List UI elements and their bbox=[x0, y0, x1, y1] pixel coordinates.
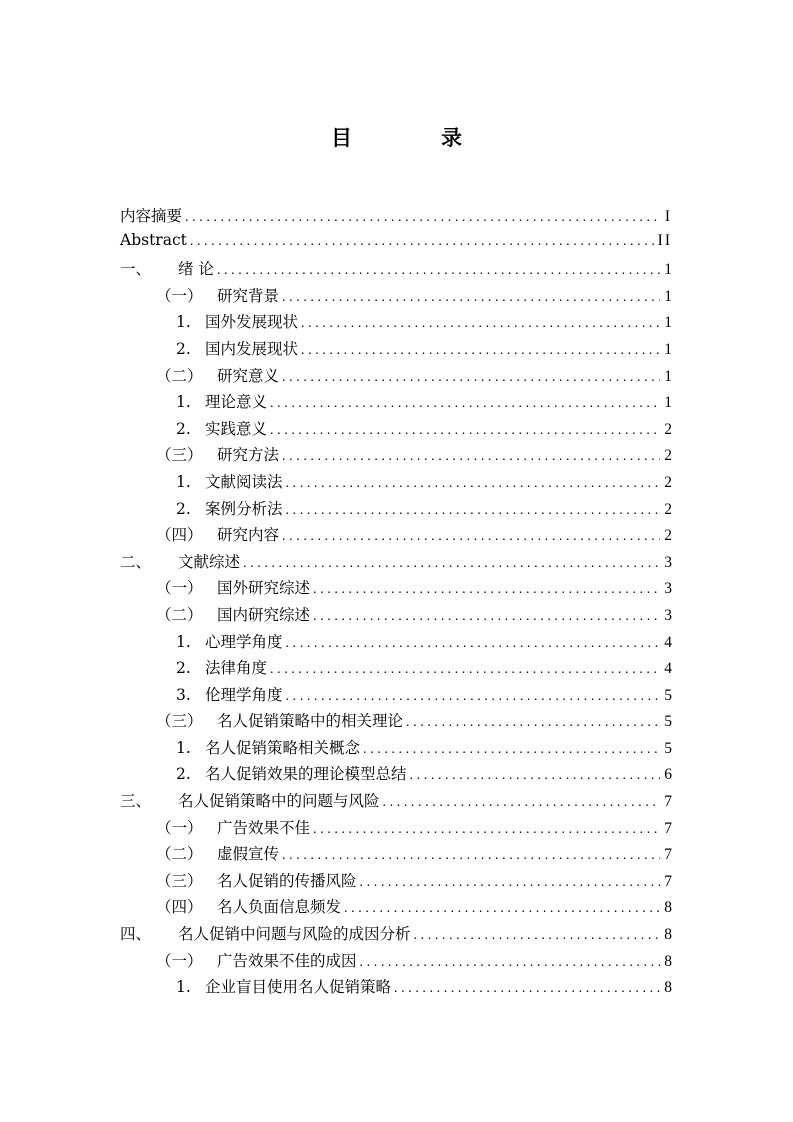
toc-entry[interactable] bbox=[120, 630, 672, 657]
toc-entry[interactable] bbox=[120, 284, 672, 311]
toc-entry-number: （一） bbox=[156, 951, 203, 970]
toc-entry[interactable] bbox=[120, 550, 672, 577]
toc-entry[interactable] bbox=[120, 709, 672, 736]
toc-entry-number: （二） bbox=[156, 845, 203, 864]
toc-dot-leader bbox=[363, 742, 660, 758]
toc-entry-number: （三） bbox=[156, 446, 203, 465]
toc-dot-leader bbox=[217, 263, 660, 279]
toc-entry[interactable] bbox=[120, 497, 672, 524]
toc-entry-page: 3 bbox=[664, 553, 672, 571]
toc-dot-leader bbox=[301, 343, 660, 359]
toc-entry[interactable] bbox=[120, 257, 672, 284]
toc-entry-number: 2. bbox=[176, 499, 191, 518]
toc-entry-title: 国内发展现状 bbox=[205, 339, 299, 358]
toc-entry-number: （一） bbox=[156, 818, 203, 837]
toc-entry-number: （二） bbox=[156, 366, 203, 385]
toc-entry-number: 1. bbox=[176, 632, 191, 651]
toc-dot-leader bbox=[414, 928, 660, 944]
toc-entry-number: 1. bbox=[176, 738, 191, 757]
toc-entry-page: 8 bbox=[664, 979, 672, 997]
toc-entry-number: 2. bbox=[176, 659, 191, 678]
toc-entry-number: 四、 bbox=[120, 925, 152, 944]
toc-entry-title: 法律角度 bbox=[205, 659, 268, 678]
toc-entry[interactable] bbox=[120, 816, 672, 843]
toc-entry[interactable] bbox=[120, 869, 672, 896]
toc-entry[interactable] bbox=[120, 683, 672, 710]
toc-entry-number: 3. bbox=[176, 685, 191, 704]
toc-entry-title: 虚假宣传 bbox=[217, 845, 280, 864]
page-title: 目 录 bbox=[331, 126, 496, 150]
toc-entry-number: 三、 bbox=[120, 792, 152, 811]
toc-entry-page: 2 bbox=[664, 420, 672, 438]
toc-entry[interactable] bbox=[120, 443, 672, 470]
toc-entry-title: 名人促销策略中的问题与风险 bbox=[178, 792, 380, 811]
toc-entry-page: 3 bbox=[664, 580, 672, 598]
toc-entry-title: 名人促销效果的理论模型总结 bbox=[205, 765, 407, 784]
toc-entry-page: 1 bbox=[664, 287, 672, 305]
toc-entry-page: 5 bbox=[664, 686, 672, 704]
toc-entry-number: 1. bbox=[176, 393, 191, 412]
toc-entry-number: 二、 bbox=[120, 552, 152, 571]
toc-entry-page: 2 bbox=[664, 473, 672, 491]
toc-entry[interactable] bbox=[120, 337, 672, 364]
toc-entry[interactable] bbox=[120, 975, 672, 1002]
toc-dot-leader bbox=[282, 290, 660, 306]
toc-dot-leader bbox=[286, 636, 660, 652]
toc-entry-page: 4 bbox=[664, 660, 672, 678]
toc-entry-number: 2. bbox=[176, 765, 191, 784]
toc-entry-page: 2 bbox=[664, 447, 672, 465]
toc-entry-page: 5 bbox=[664, 713, 672, 731]
toc-entry-title: 实践意义 bbox=[205, 419, 268, 438]
toc-entry-title: 绪 论 bbox=[178, 260, 214, 279]
toc-entry-title: 广告效果不佳 bbox=[217, 818, 311, 837]
toc-entry[interactable] bbox=[120, 895, 672, 922]
toc-entry-number: （一） bbox=[156, 579, 203, 598]
toc-entry-page: 6 bbox=[664, 766, 672, 784]
toc-entry-number: 2. bbox=[176, 339, 191, 358]
toc-dot-leader bbox=[313, 609, 660, 625]
table-of-contents bbox=[120, 204, 672, 1002]
toc-entry-page: 2 bbox=[664, 527, 672, 545]
toc-dot-leader bbox=[360, 955, 660, 971]
toc-entry-title: 伦理学角度 bbox=[205, 685, 283, 704]
toc-entry[interactable] bbox=[120, 310, 672, 337]
toc-entry-page: 7 bbox=[664, 793, 672, 811]
toc-entry-title: 名人负面信息频发 bbox=[217, 898, 342, 917]
toc-dot-leader bbox=[282, 370, 660, 386]
toc-dot-leader bbox=[394, 981, 660, 997]
toc-entry-title: 文献阅读法 bbox=[205, 472, 283, 491]
toc-entry[interactable] bbox=[120, 922, 672, 949]
toc-entry-page: 8 bbox=[664, 926, 672, 944]
toc-entry-number: （四） bbox=[156, 898, 203, 917]
toc-entry-title: 国外研究综述 bbox=[217, 579, 311, 598]
toc-dot-leader bbox=[286, 689, 660, 705]
toc-entry-page: 7 bbox=[664, 846, 672, 864]
toc-entry-page: 1 bbox=[664, 261, 672, 279]
toc-entry[interactable] bbox=[120, 231, 672, 258]
toc-entry-number: 1. bbox=[176, 313, 191, 332]
toc-dot-leader bbox=[313, 822, 660, 838]
toc-entry[interactable] bbox=[120, 470, 672, 497]
toc-entry[interactable] bbox=[120, 656, 672, 683]
toc-dot-leader bbox=[190, 234, 654, 250]
toc-entry-page: 1 bbox=[664, 314, 672, 332]
toc-entry[interactable] bbox=[120, 364, 672, 391]
toc-entry-page: 5 bbox=[664, 739, 672, 757]
toc-dot-leader bbox=[286, 476, 660, 492]
toc-entry[interactable] bbox=[120, 949, 672, 976]
toc-entry-page: 8 bbox=[664, 952, 672, 970]
toc-entry-title: 理论意义 bbox=[205, 393, 268, 412]
toc-entry-number: （三） bbox=[156, 712, 203, 731]
toc-dot-leader bbox=[270, 423, 660, 439]
toc-dot-leader bbox=[282, 449, 660, 465]
toc-entry-page: 7 bbox=[664, 819, 672, 837]
toc-entry-number: （二） bbox=[156, 605, 203, 624]
toc-entry[interactable] bbox=[120, 523, 672, 550]
toc-entry[interactable] bbox=[120, 204, 672, 231]
toc-entry[interactable] bbox=[120, 736, 672, 763]
toc-dot-leader bbox=[270, 396, 660, 412]
toc-entry-title: 名人促销策略中的相关理论 bbox=[217, 712, 404, 731]
toc-entry-title: 国外发展现状 bbox=[205, 313, 299, 332]
toc-entry-page: 1 bbox=[664, 340, 672, 358]
toc-entry-page: 1 bbox=[664, 394, 672, 412]
toc-entry-number: 1. bbox=[176, 978, 191, 997]
toc-entry[interactable] bbox=[120, 390, 672, 417]
toc-dot-leader bbox=[360, 875, 660, 891]
toc-entry-title: 研究意义 bbox=[217, 366, 280, 385]
toc-dot-leader bbox=[344, 901, 660, 917]
toc-entry-page: 4 bbox=[664, 633, 672, 651]
toc-entry-title: 研究背景 bbox=[217, 286, 280, 305]
toc-entry-title: 名人促销的传播风险 bbox=[217, 871, 357, 890]
toc-entry-title: 企业盲目使用名人促销策略 bbox=[205, 978, 392, 997]
toc-dot-leader bbox=[301, 316, 660, 332]
toc-entry-title: 研究内容 bbox=[217, 526, 280, 545]
toc-dot-leader bbox=[410, 768, 660, 784]
toc-entry-page: 2 bbox=[664, 500, 672, 518]
toc-entry[interactable] bbox=[120, 417, 672, 444]
toc-dot-leader bbox=[185, 210, 660, 226]
toc-entry-page: 3 bbox=[664, 606, 672, 624]
toc-entry-page: 8 bbox=[664, 899, 672, 917]
toc-entry-title: Abstract bbox=[120, 230, 187, 249]
toc-entry[interactable] bbox=[120, 762, 672, 789]
toc-entry-page: II bbox=[657, 231, 672, 249]
toc-entry[interactable] bbox=[120, 842, 672, 869]
toc-entry-page: 7 bbox=[664, 872, 672, 890]
toc-entry-number: 1. bbox=[176, 472, 191, 491]
toc-dot-leader bbox=[313, 582, 660, 598]
toc-entry-title: 案例分析法 bbox=[205, 499, 283, 518]
toc-entry-title: 广告效果不佳的成因 bbox=[217, 951, 357, 970]
toc-dot-leader bbox=[383, 795, 660, 811]
toc-dot-leader bbox=[406, 715, 660, 731]
toc-dot-leader bbox=[282, 848, 660, 864]
toc-dot-leader bbox=[282, 529, 660, 545]
toc-entry-title: 研究方法 bbox=[217, 446, 280, 465]
toc-entry-page: I bbox=[664, 208, 672, 225]
toc-entry-title: 文献综述 bbox=[178, 552, 241, 571]
toc-entry-title: 心理学角度 bbox=[205, 632, 283, 651]
toc-entry-number: （三） bbox=[156, 871, 203, 890]
toc-entry-page: 1 bbox=[664, 367, 672, 385]
toc-dot-leader bbox=[270, 662, 660, 678]
toc-entry-title: 名人促销中问题与风险的成因分析 bbox=[178, 925, 411, 944]
toc-dot-leader bbox=[286, 503, 660, 519]
toc-entry[interactable] bbox=[120, 789, 672, 816]
toc-dot-leader bbox=[243, 556, 660, 572]
toc-entry-title: 国内研究综述 bbox=[217, 605, 311, 624]
toc-entry-number: （四） bbox=[156, 526, 203, 545]
toc-entry-number: （一） bbox=[156, 286, 203, 305]
toc-entry[interactable] bbox=[120, 576, 672, 603]
toc-entry-title: 名人促销策略相关概念 bbox=[205, 738, 361, 757]
toc-entry-number: 2. bbox=[176, 419, 191, 438]
toc-entry-title: 内容摘要 bbox=[120, 207, 183, 225]
toc-entry[interactable] bbox=[120, 603, 672, 630]
toc-entry-number: 一、 bbox=[120, 260, 152, 279]
